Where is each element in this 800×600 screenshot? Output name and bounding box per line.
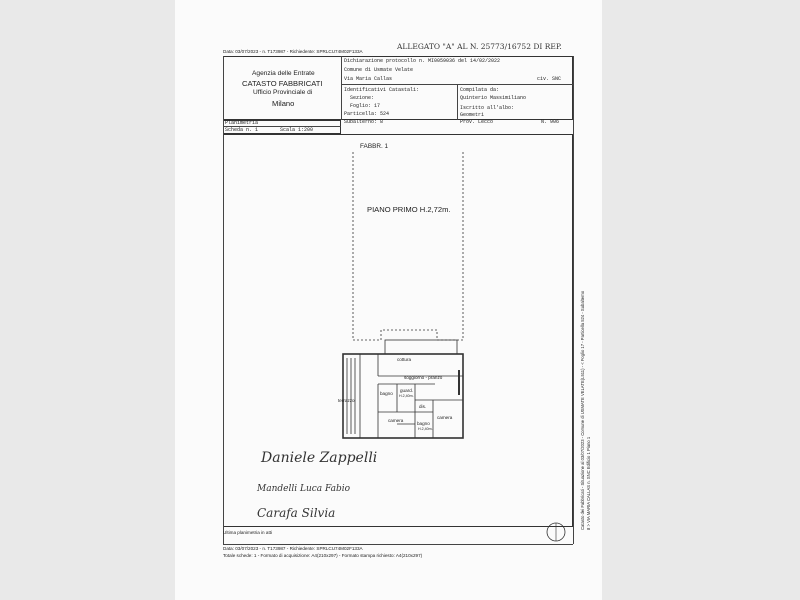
top-print-line: Data: 03/07/2023 - n. T173987 - Richiedente: SPRLCU74M02F133A <box>223 49 363 54</box>
compiled-name: Quinterio Massimiliano <box>460 95 527 101</box>
side-note: Catasto dei Fabbricati - Situazione al 03/07/2023 - Comune di USMATE VELATE(L511) - < Foglio 17 - Particella 524 - Subalterno 8 > VIA MARIA CALLAS n. SNC Edificio 1 Piano 1 <box>580 290 591 530</box>
subalterno-field: Subalterno: 8 <box>344 119 384 125</box>
compiled-title: Compilata da: <box>460 87 500 93</box>
particella-field: Particella: 524 <box>344 111 390 117</box>
room-bagno2: bagno <box>417 421 430 426</box>
comune-line: Comune di Usmate Velate <box>344 67 414 73</box>
iscritto-label: Iscritto all'albo: <box>460 105 515 111</box>
room-cottura: cottura <box>397 357 412 362</box>
room-h2: H.2,40m. <box>418 427 433 431</box>
room-h1: H.2,40m. <box>399 394 414 398</box>
floor-label: PIANO PRIMO H.2,72m. <box>367 205 451 214</box>
room-soggiorno: soggiorno - pranzo <box>404 375 443 380</box>
document-page <box>175 0 602 600</box>
agency-line4: Milano <box>272 99 295 108</box>
signature-1: Daniele Zappelli <box>261 450 378 466</box>
foglio-field: Foglio: 17 <box>350 103 381 109</box>
albo-number: N. 906 <box>541 119 560 125</box>
protocol-line: Dichiarazione protocollo n. MI0059036 del 14/02/2022 <box>344 58 501 64</box>
sheet-scheda: Scheda n. 1 <box>225 127 259 133</box>
allegato-annotation: ALLEGATO "A" AL N. 25773/16752 DI REP. <box>397 42 562 51</box>
signature-2: Mandelli Luca Fabio <box>257 484 351 494</box>
sheet-type: Planimetria <box>225 120 259 126</box>
agency-line1: Agenzia delle Entrate <box>252 70 315 77</box>
via-line: Via Maria Callas <box>344 76 393 82</box>
room-bagno1: bagno <box>380 391 393 396</box>
identifiers-title: Identificativi Catastali: <box>344 87 420 93</box>
albo-value: Geometri <box>460 112 485 118</box>
building-label: FABBR. 1 <box>360 143 389 150</box>
signature-3: Carafa Silvia <box>257 506 336 520</box>
prov-value: Prov. Lecco <box>460 119 494 125</box>
room-camera1: camera <box>388 418 404 423</box>
footer-ultima: Ultima planimetria in atti <box>223 530 273 535</box>
agency-line3: Ufficio Provinciale di <box>253 89 313 96</box>
room-camera2: camera <box>437 415 453 420</box>
footer-line2: Totale schede: 1 - Formato di acquisizione: A4(210x297) - Formato stampa richiesto: A4(210x297) <box>223 553 423 558</box>
floor-plan-drawing <box>175 0 602 600</box>
room-guard: guard. <box>400 388 414 393</box>
room-dis: dis. <box>419 404 427 409</box>
sezione-field: Sezione: <box>350 95 375 101</box>
sheet-scala: Scala 1:200 <box>280 127 314 133</box>
footer-line1: Data: 03/07/2023 - n. T173987 - Richiedente: SPRLCU74M02F133A <box>223 546 363 551</box>
room-terrazzo: terrazzo <box>338 398 355 403</box>
agency-line2: CATASTO FABBRICATI <box>242 79 323 88</box>
civ-line: civ. SNC <box>537 76 562 82</box>
